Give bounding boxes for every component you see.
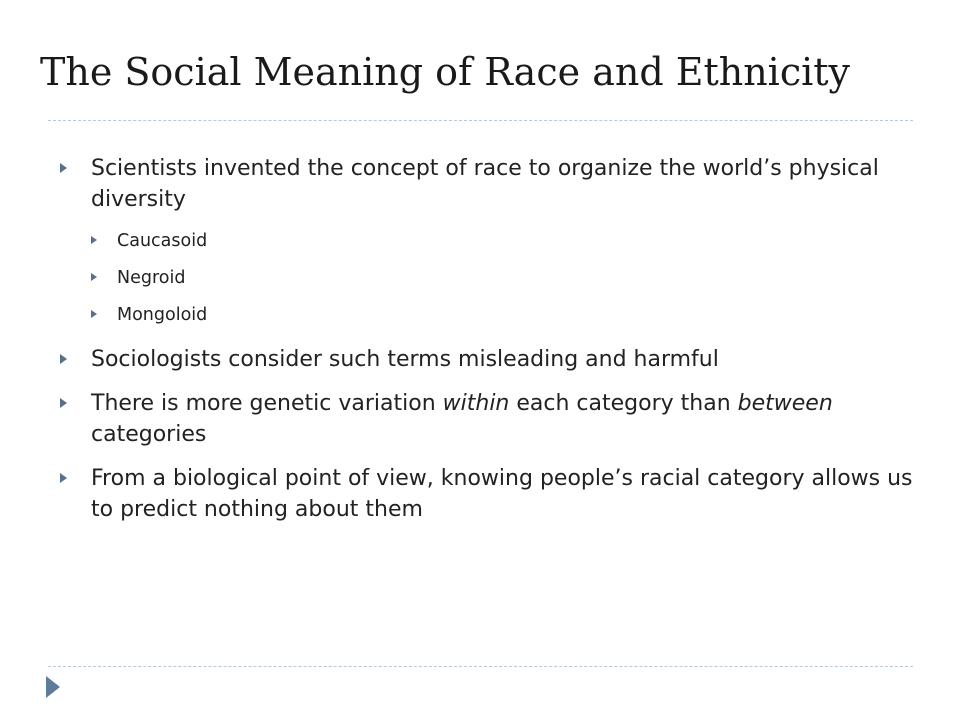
- sub-bullet-text: Negroid: [117, 268, 186, 288]
- triangle-right-icon: [91, 236, 97, 244]
- triangle-right-icon: [91, 310, 97, 318]
- sub-bullet-item: [91, 229, 920, 253]
- sub-bullet-text: Mongoloid: [117, 305, 208, 325]
- slide-title: The Social Meaning of Race and Ethnicity: [40, 50, 851, 94]
- sub-bullet-item: [91, 266, 920, 290]
- sub-bullet-text: Caucasoid: [117, 231, 208, 251]
- bullet-item: [60, 388, 920, 450]
- bullet-item: [60, 463, 920, 525]
- slide-marker-icon: [46, 676, 60, 698]
- bullet-text: [91, 391, 833, 447]
- triangle-right-icon: [60, 163, 67, 173]
- bullet-text: From a biological point of view, knowing people’s racial category allows us to predict nothing about them: [91, 466, 913, 522]
- bullet-item: [60, 344, 920, 375]
- sub-bullet-item: [91, 303, 920, 327]
- emphasis-within: within: [442, 391, 510, 416]
- bottom-divider: [48, 666, 913, 667]
- triangle-right-icon: [60, 473, 67, 483]
- text-segment: each category than: [509, 391, 738, 416]
- text-segment: categories: [91, 422, 207, 447]
- triangle-right-icon: [60, 398, 67, 408]
- triangle-right-icon: [91, 273, 97, 281]
- emphasis-between: between: [737, 391, 833, 416]
- bullet-item: [60, 153, 920, 215]
- top-divider: [48, 120, 913, 121]
- triangle-right-icon: [60, 354, 67, 364]
- bullet-text: Scientists invented the concept of race to organize the world’s physical diversity: [91, 156, 879, 212]
- bullet-text: Sociologists consider such terms misleading and harmful: [91, 347, 719, 372]
- bullet-list: [60, 153, 920, 538]
- text-segment: There is more genetic variation: [91, 391, 443, 416]
